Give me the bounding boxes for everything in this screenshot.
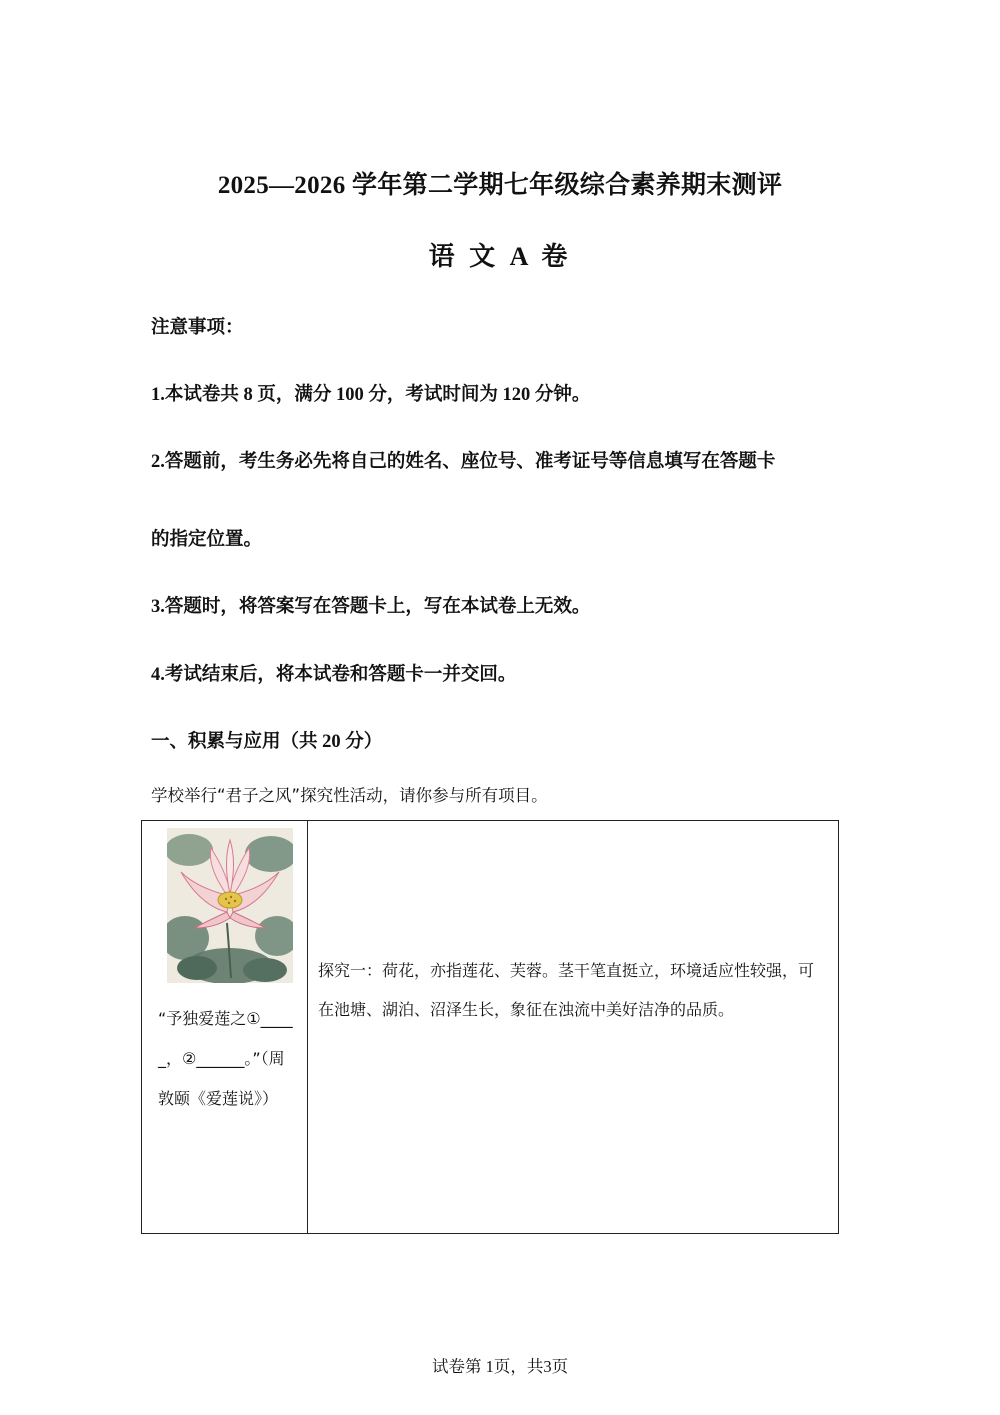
page-number: 试卷第 1页，共3页: [431, 1357, 569, 1376]
note-item-2-continued: 的指定位置。: [151, 530, 263, 550]
notes-heading: 注意事项：: [151, 318, 244, 338]
exam-subtitle: 语 文 A 卷: [428, 242, 572, 271]
exam-title: 2025—2026 学年第二学期七年级综合素养期末测评: [217, 172, 783, 199]
section-heading: 一、积累与应用（共 20 分）: [151, 732, 383, 752]
note-item-3: 3.答题时，将答案写在答题卡上，写在本试卷上无效。: [151, 597, 591, 617]
poem-fill-blank-prompt: “予独爱莲之①_____，②______。”（周敦颐《爱莲说》）: [158, 1009, 293, 1108]
activity-table: [141, 820, 839, 1234]
table-left-cell: [142, 821, 307, 1233]
section-intro: 学校举行“君子之风”探究性活动，请你参与所有项目。: [151, 786, 548, 805]
note-item-1: 1.本试卷共 8 页，满分 100 分，考试时间为 120 分钟。: [151, 385, 591, 405]
exploration-one-text: 探究一：荷花，亦指莲花、芙蓉。茎干笔直挺立，环境适应性较强，可在池塘、湖泊、沼泽生长，象征在浊流中美好洁净的品质。: [318, 961, 815, 1019]
note-item-2: 2.答题前，考生务必先将自己的姓名、座位号、准考证号等信息填写在答题卡: [151, 452, 776, 472]
lotus-painting-image: [167, 828, 293, 983]
table-column-divider: [307, 821, 308, 1233]
note-item-4: 4.考试结束后，将本试卷和答题卡一并交回。: [151, 665, 517, 685]
